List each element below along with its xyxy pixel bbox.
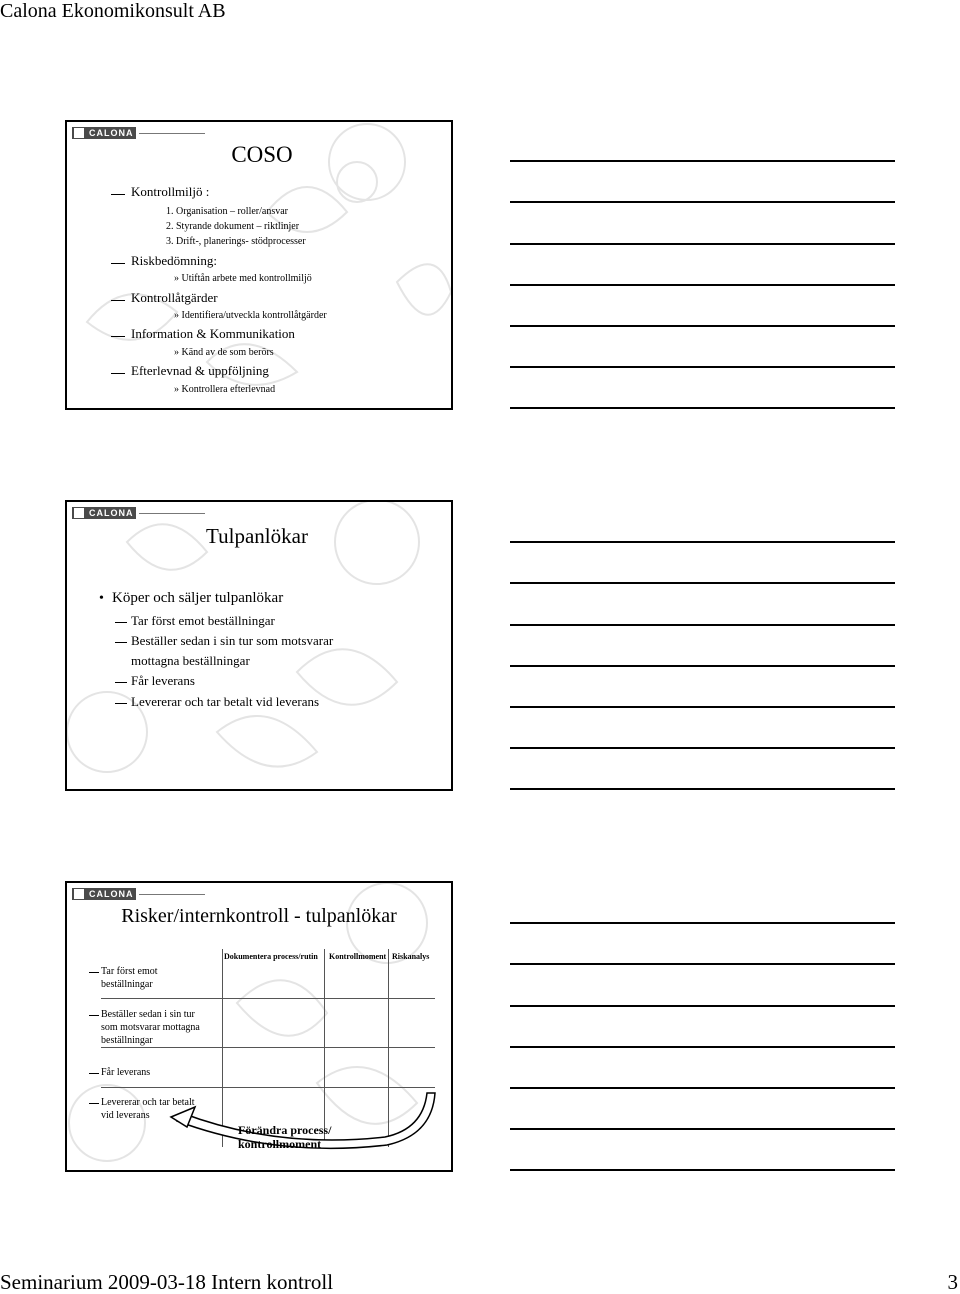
logo-rule: [139, 513, 205, 514]
coso-subitem: » Identifiera/utveckla kontrollåtgärder: [174, 310, 327, 321]
bullet-item: Köper och säljer tulpanlökar: [112, 590, 284, 606]
column-header: Dokumentera process/rutin: [224, 952, 318, 961]
slide-tulpanlokar: [65, 500, 453, 791]
coso-item: Efterlevnad & uppföljning: [131, 363, 269, 378]
coso-subitem: » Utiftån arbete med kontrollmiljö: [174, 273, 312, 284]
coso-subitem: 2. Styrande dokument – riktlinjer: [166, 221, 300, 232]
coso-item: Kontrollåtgärder: [131, 290, 218, 305]
dash-marker: [115, 682, 127, 683]
coso-subitem: 3. Drift-, planerings- stödprocesser: [166, 236, 306, 247]
column-header: Kontrollmoment: [329, 952, 387, 961]
row-label: vid leverans: [101, 1110, 150, 1121]
dash-marker: [111, 263, 125, 264]
dash-marker: [115, 622, 127, 623]
dash-marker: [111, 300, 125, 301]
logo-rule: [139, 133, 205, 134]
row-label: Får leverans: [101, 1067, 151, 1078]
row-label: beställningar: [101, 1035, 153, 1046]
slide-title: Risker/internkontroll - tulpanlökar: [121, 905, 397, 927]
coso-subitem: 1. Organisation – roller/ansvar: [166, 206, 289, 217]
sub-item: Levererar och tar betalt vid leverans: [131, 694, 320, 709]
dash-marker: [111, 194, 125, 195]
calona-logo: CALONA: [72, 888, 136, 900]
calona-logo: CALONA: [72, 127, 136, 139]
dash-marker: [115, 703, 127, 704]
slide-coso: [65, 120, 453, 410]
arrow-label: Förändra process/: [238, 1123, 332, 1137]
coso-item: Kontrollmiljö :: [131, 184, 210, 199]
footer-text: Seminarium 2009-03-18 Intern kontroll: [0, 1270, 334, 1294]
sub-item-continued: mottagna beställningar: [131, 653, 250, 668]
slide-title: Tulpanlökar: [206, 524, 308, 548]
sub-item: Beställer sedan i sin tur som motsvarar: [131, 633, 334, 648]
row-label: Levererar och tar betalt: [101, 1097, 195, 1108]
page-number: 3: [947, 1270, 958, 1294]
coso-item: Information & Kommunikation: [131, 326, 295, 341]
row-label: Beställer sedan i sin tur: [101, 1009, 195, 1020]
arrow-label: kontrollmoment: [238, 1137, 322, 1151]
sub-item: Tar först emot beställningar: [131, 613, 275, 628]
dash-marker: [111, 373, 125, 374]
row-label: Tar först emot: [101, 966, 158, 977]
slide-title: COSO: [231, 142, 293, 167]
calona-logo: CALONA: [72, 507, 136, 519]
column-header: Riskanalys: [392, 952, 430, 961]
sub-item: Får leverans: [131, 673, 195, 688]
page-header: Calona Ekonomikonsult AB: [0, 0, 226, 22]
coso-subitem: » Känd av de som berörs: [174, 347, 274, 358]
coso-item: Riskbedömning:: [131, 253, 217, 268]
bullet-dot: •: [99, 591, 104, 606]
dash-marker: [115, 642, 127, 643]
row-label: som motsvarar mottagna: [101, 1022, 200, 1033]
row-label: beställningar: [101, 979, 153, 990]
slide-risker: [65, 881, 453, 1172]
dash-marker: [111, 336, 125, 337]
coso-subitem: » Kontrollera efterlevnad: [174, 384, 276, 395]
page-footer: [0, 1270, 958, 1294]
